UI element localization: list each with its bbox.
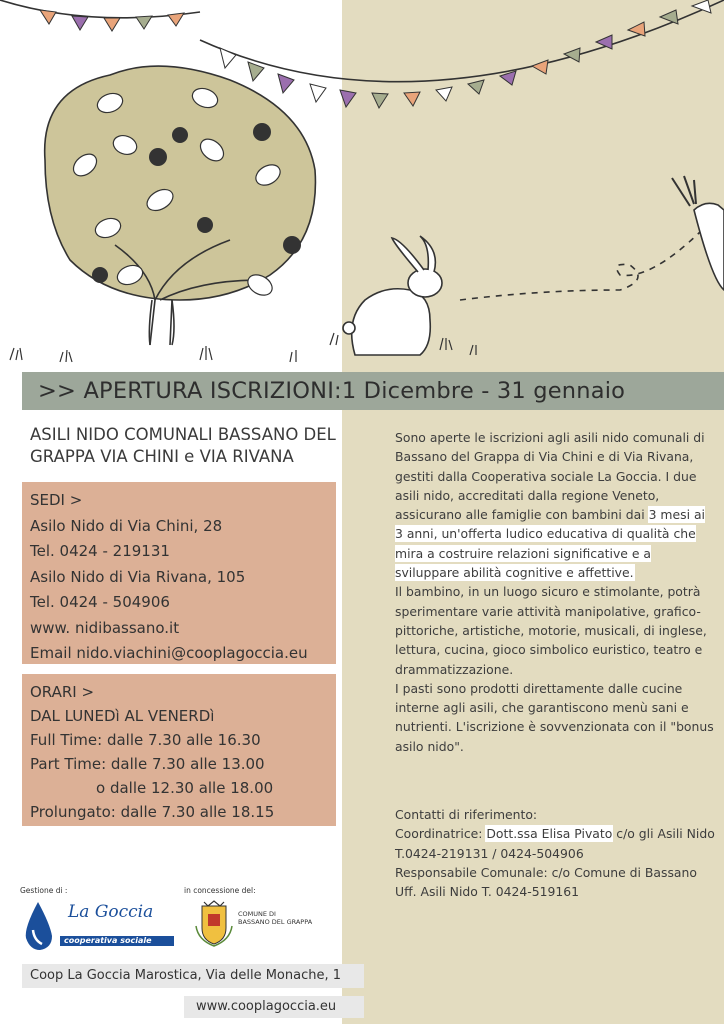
location-line: Asilo Nido di Via Rivana, 105 (30, 567, 246, 586)
description-paragraph-1 (395, 428, 715, 582)
description (395, 428, 715, 756)
gestione-label: Gestione di : (20, 886, 68, 895)
title-line-1: ASILI NIDO COMUNALI BASSANO DEL (30, 425, 336, 444)
hours-line: o dalle 12.30 alle 18.00 (96, 779, 274, 797)
location-line: Asilo Nido di Via Chini, 28 (30, 516, 223, 535)
bunting-main (200, 0, 724, 108)
description-highlight: 3 mesi ai 3 anni, un'offerta ludico educativa di qualità che mira a costruire relazioni significative e a sviluppare abilità cognitive e affettive. (395, 507, 705, 581)
address-bar: Coop La Goccia Marostica, Via delle Monache, 1 (22, 964, 364, 988)
comune-crest-icon (194, 900, 234, 948)
page-title (30, 424, 370, 468)
hours-line: Full Time: dalle 7.30 alle 16.30 (30, 731, 261, 749)
hours-line: Part Time: dalle 7.30 alle 13.00 (30, 755, 265, 773)
enrollment-banner (22, 372, 724, 410)
responsible-line: Responsabile Comunale: c/o Comune di Bassano Uff. Asili Nido T. 0424-519161 (395, 864, 697, 900)
comune-name (238, 910, 312, 926)
website-link[interactable]: www. nidibassano.it (30, 618, 180, 637)
description-paragraph-2: Il bambino, in un luogo sicuro e stimolante, potrà sperimentare varie attività manipolative, grafico-pittoriche, artistiche, motorie, musicali, di inglese, lettura, cucina, gioco simbolico euristico, teatro e drammatizzazione. (395, 584, 707, 677)
coordinator-name: Dott.ssa Elisa Pivato (486, 826, 613, 842)
contacts-heading: Contatti di riferimento: (395, 807, 538, 822)
la-goccia-name: La Goccia (68, 902, 154, 922)
logos-area (18, 882, 348, 952)
bunting-top (0, 0, 200, 31)
tree (45, 66, 316, 345)
hours-line: Prolungato: dalle 7.30 alle 18.15 (30, 803, 275, 821)
rabbit (343, 236, 442, 355)
coordinator-contact: c/o gli Asili Nido T.0424-219131 / 0424-504906 (395, 826, 715, 861)
locations-heading: SEDI > (30, 491, 83, 509)
hours-box (22, 674, 336, 826)
locations-box (22, 482, 336, 664)
coordinator-label: Coordinatrice: (395, 826, 487, 842)
phone-line: Tel. 0424 - 219131 (30, 542, 170, 560)
contacts (395, 805, 715, 901)
la-goccia-sub: cooperativa sociale (64, 936, 152, 945)
description-paragraph-3: I pasti sono prodotti direttamente dalle cucine interne agli asili, che garantiscono menù sani e nutrienti. L'iscrizione è sovvenzionata con il "bonus asilo nido". (395, 680, 714, 754)
days-line: DAL LUNEDì AL VENERDì (30, 707, 215, 725)
concessione-label: in concessione del: (184, 886, 256, 895)
header-illustration (0, 0, 724, 372)
email-link[interactable]: Email nido.viachini@cooplagoccia.eu (30, 644, 308, 662)
dotted-path (460, 232, 700, 300)
description-text: Sono aperte le iscrizioni agli asili nido comunali di Bassano del Grappa di Via Chini e di Via Rivana, gestiti dalla Cooperativa sociale La Goccia. I due asili nido, accreditati dalla regione Veneto, assicurano alle famiglie con bambini dai (395, 430, 705, 523)
coordinator-line (395, 824, 715, 863)
website-footer-link[interactable]: www.cooplagoccia.eu (184, 996, 364, 1018)
comune-line-2: BASSANO DEL GRAPPA (238, 918, 313, 926)
comune-line-1: COMUNE DI (238, 910, 276, 918)
title-line-2: GRAPPA VIA CHINI e VIA RIVANA (30, 447, 294, 466)
hours-heading: ORARI > (30, 683, 95, 701)
banner-text: >> APERTURA ISCRIZIONI:1 Dicembre - 31 gennaio (38, 378, 626, 404)
phone-line: Tel. 0424 - 504906 (30, 593, 170, 611)
